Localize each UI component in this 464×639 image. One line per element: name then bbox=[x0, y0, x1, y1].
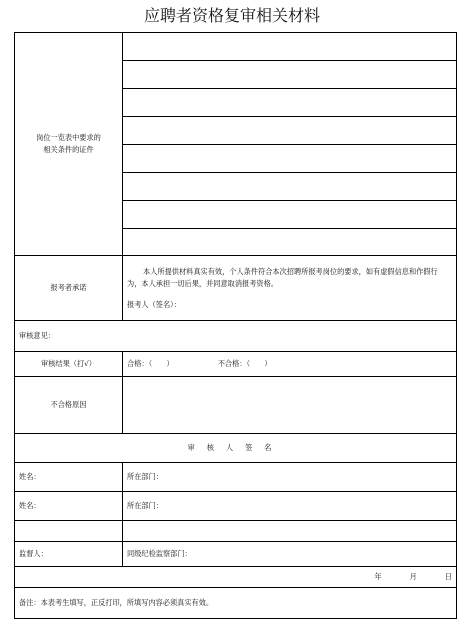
review-result-label: 审核结果（打√） bbox=[15, 352, 123, 377]
signer-1-name[interactable]: 姓名： bbox=[15, 463, 123, 492]
review-opinion[interactable]: 审核意见： bbox=[15, 321, 457, 352]
pass-option[interactable]: 合格：（ ） bbox=[127, 359, 174, 368]
document-entry-7[interactable] bbox=[123, 201, 457, 229]
fail-reason-field[interactable] bbox=[123, 377, 457, 434]
signer-1-dept[interactable]: 所在部门： bbox=[123, 463, 457, 492]
document-entry-4[interactable] bbox=[123, 117, 457, 145]
review-result-options bbox=[123, 352, 457, 377]
date-day: 日 bbox=[444, 572, 452, 581]
date-year: 年 bbox=[374, 572, 382, 581]
signers-header: 审核人签名 bbox=[15, 434, 457, 463]
review-form-table bbox=[14, 32, 457, 619]
pledge-text: 本人所提供材料真实有效，个人条件符合本次招聘所报考岗位的要求，如有虚假信息和作假行为，本人承担一切后果，并同意取消报考资格。 bbox=[127, 266, 438, 288]
document-title: 应聘者资格复审相关材料 bbox=[143, 6, 320, 25]
document-entry-5[interactable] bbox=[123, 145, 457, 173]
supervisor-dept[interactable]: 同级纪检监察部门： bbox=[123, 542, 457, 567]
supervisor-name[interactable]: 监督人： bbox=[15, 542, 123, 567]
signer-2-dept[interactable]: 所在部门： bbox=[123, 492, 457, 521]
signer-spacer-left bbox=[15, 521, 123, 542]
document-entry-6[interactable] bbox=[123, 173, 457, 201]
form-note: 备注：本表考生填写，正反打印，所填写内容必须真实有效。 bbox=[15, 588, 457, 619]
signer-2-name[interactable]: 姓名： bbox=[15, 492, 123, 521]
signer-spacer-right bbox=[123, 521, 457, 542]
document-entry-1[interactable] bbox=[123, 33, 457, 61]
date-month: 月 bbox=[409, 572, 417, 581]
document-entry-3[interactable] bbox=[123, 89, 457, 117]
fail-reason-label: 不合格原因 bbox=[15, 377, 123, 434]
document-entry-8[interactable] bbox=[123, 229, 457, 256]
fail-option[interactable]: 不合格：（ ） bbox=[217, 359, 272, 368]
document-entry-2[interactable] bbox=[123, 61, 457, 89]
pledge-label: 报考者承诺 bbox=[15, 256, 123, 321]
date-row[interactable] bbox=[15, 567, 457, 588]
pledge-content bbox=[123, 256, 457, 321]
pledge-signature[interactable]: 报考人（签名）： bbox=[127, 299, 181, 309]
required-documents-label: 岗位一览表中要求的 相关条件的证件 bbox=[15, 33, 123, 256]
